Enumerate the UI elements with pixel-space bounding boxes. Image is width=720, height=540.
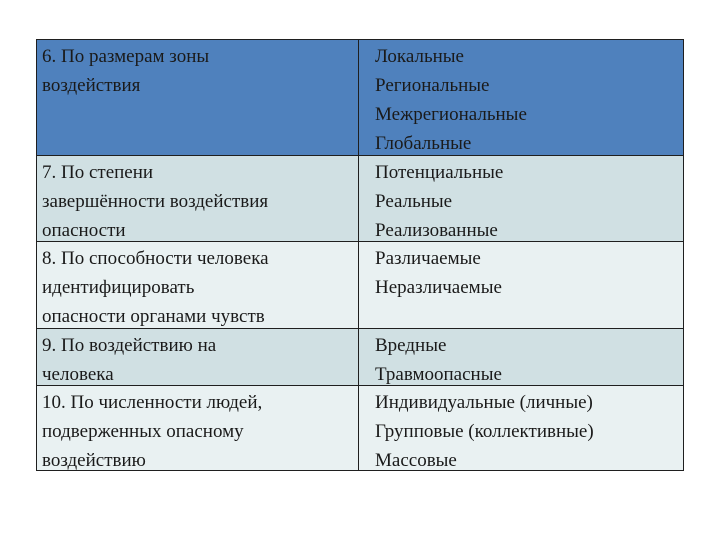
criterion-line: 7. По степени	[42, 162, 154, 183]
type-item: Неразличаемые	[375, 277, 502, 298]
type-item: Массовые	[375, 450, 457, 471]
types-cell	[359, 386, 683, 470]
criterion-line: идентифицировать	[42, 277, 195, 298]
criterion-cell	[37, 40, 359, 155]
hazard-classification-table	[36, 39, 684, 471]
criterion-line: 9. По воздействию на	[42, 335, 217, 356]
type-item: Индивидуальные (личные)	[375, 392, 593, 413]
type-item: Региональные	[375, 75, 490, 96]
table-row	[37, 40, 683, 156]
types-cell	[359, 40, 683, 155]
criterion-line: 6. По размерам зоны	[42, 46, 210, 67]
criterion-cell	[37, 329, 359, 385]
criterion-line: опасности органами чувств	[42, 306, 265, 327]
types-cell	[359, 242, 683, 328]
criterion-line: воздействия	[42, 75, 141, 96]
type-item: Локальные	[375, 46, 464, 67]
criterion-line: воздействию	[42, 450, 146, 471]
criterion-cell	[37, 156, 359, 241]
criterion-cell	[37, 386, 359, 470]
type-item: Реализованные	[375, 220, 498, 241]
criterion-line: 10. По численности людей,	[42, 392, 263, 413]
criterion-cell	[37, 242, 359, 328]
type-item: Различаемые	[375, 248, 481, 269]
type-item: Потенциальные	[375, 162, 504, 183]
table-row	[37, 329, 683, 386]
criterion-line: человека	[42, 364, 114, 385]
criterion-line: завершённости воздействия	[42, 191, 269, 212]
table-row	[37, 156, 683, 242]
criterion-line: 8. По способности человека	[42, 248, 269, 269]
types-cell	[359, 156, 683, 241]
type-item: Групповые (коллективные)	[375, 421, 594, 442]
types-cell	[359, 329, 683, 385]
type-item: Реальные	[375, 191, 453, 212]
type-item: Травмоопасные	[375, 364, 502, 385]
criterion-line: опасности	[42, 220, 126, 241]
type-item: Глобальные	[375, 133, 472, 154]
type-item: Вредные	[375, 335, 447, 356]
table-row	[37, 242, 683, 329]
type-item: Межрегиональные	[375, 104, 527, 125]
criterion-line: подверженных опасному	[42, 421, 244, 442]
table-row	[37, 386, 683, 470]
